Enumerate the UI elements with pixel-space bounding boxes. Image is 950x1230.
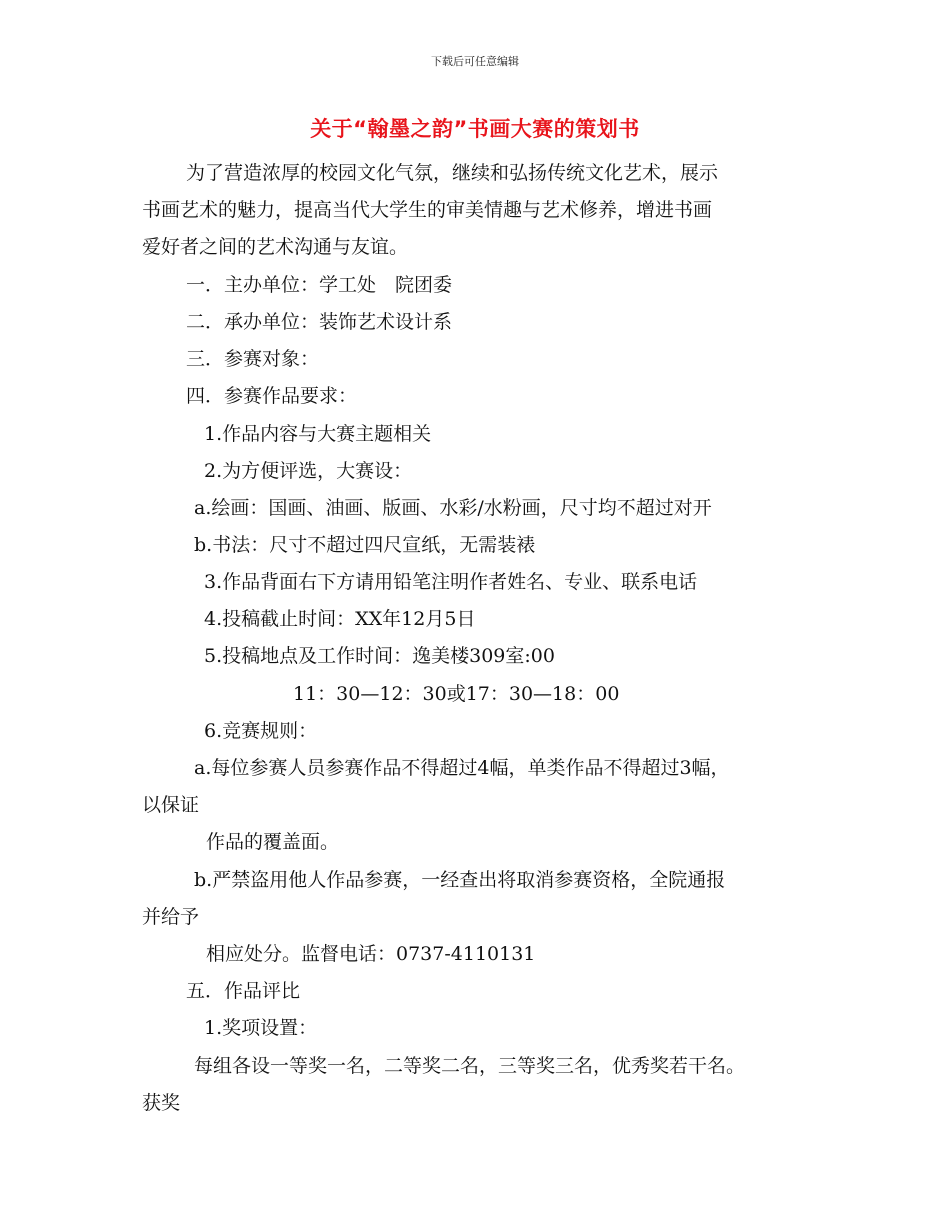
list-item: 3.作品背面右下方请用铅笔注明作者姓名、专业、联系电话 [204, 571, 698, 593]
body-line: 书画艺术的魅力，提高当代大学生的审美情趣与艺术修养，增进书画 [142, 199, 713, 221]
body-line: 爱好者之间的艺术沟通与友谊。 [142, 236, 409, 258]
list-item-continuation: 作品的覆盖面。 [206, 831, 340, 853]
list-item-continuation: 并给予 [142, 906, 200, 928]
list-item-continuation: 以保证 [142, 794, 200, 816]
header-note: 下载后可任意编辑 [431, 55, 519, 68]
section-heading: 二．承办单位：装饰艺术设计系 [186, 311, 453, 333]
body-line: 获奖 [142, 1092, 181, 1114]
section-heading: 三．参赛对象： [186, 348, 320, 370]
list-item: 4.投稿截止时间：XX年12月5日 [204, 608, 476, 630]
body-line: 每组各设一等奖一名，二等奖二名，三等奖三名，优秀奖若干名。 [194, 1055, 746, 1077]
list-item: a.每位参赛人员参赛作品不得超过4幅，单类作品不得超过3幅， [194, 757, 730, 779]
list-item-continuation: 11：30—12：30或17：30—18：00 [293, 683, 620, 705]
list-item: b.严禁盗用他人作品参赛，一经查出将取消参赛资格，全院通报 [194, 869, 726, 891]
list-item: 1.奖项设置： [204, 1017, 318, 1039]
list-item: b.书法：尺寸不超过四尺宣纸，无需装裱 [194, 534, 536, 556]
list-item: 6.竞赛规则： [204, 720, 318, 742]
section-heading: 四．参赛作品要求： [186, 385, 358, 407]
section-heading: 一．主办单位：学工处 院团委 [186, 274, 453, 296]
body-line: 为了营造浓厚的校园文化气氛，继续和弘扬传统文化艺术，展示 [186, 162, 719, 184]
list-item: 2.为方便评选，大赛设： [204, 460, 413, 482]
section-heading: 五．作品评比 [186, 980, 301, 1002]
document-title: 关于“翰墨之韵”书画大赛的策划书 [310, 117, 640, 141]
list-item: 5.投稿地点及工作时间：逸美楼309室:00 [204, 645, 555, 667]
list-item: a.绘画：国画、油画、版画、水彩/水粉画，尺寸均不超过对开 [194, 497, 712, 519]
list-item-continuation: 相应处分。监督电话：0737-4110131 [206, 943, 536, 965]
list-item: 1.作品内容与大赛主题相关 [204, 423, 432, 445]
